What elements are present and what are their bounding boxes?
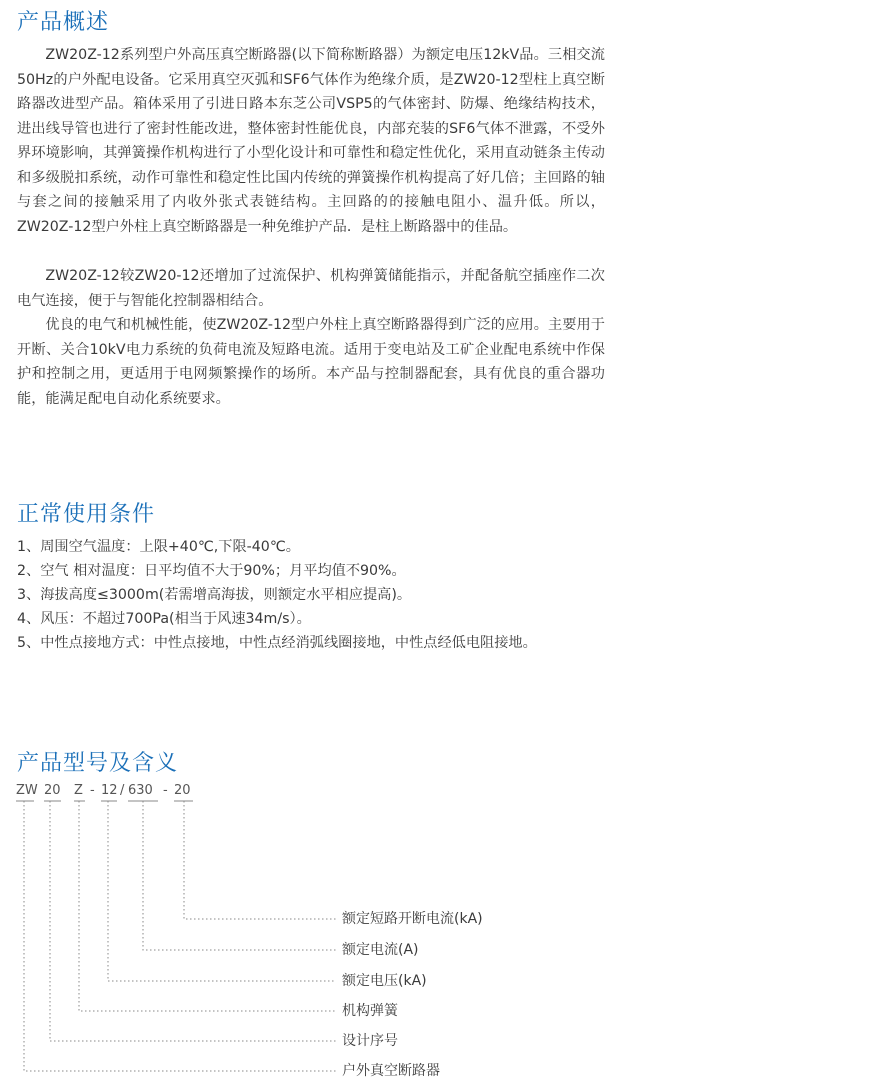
meaning-breaking-current: 额定短路开断电流(kA): [342, 911, 483, 927]
leader-line-voltage: [108, 801, 336, 981]
condition-item: 1、周围空气温度：上限+40℃,下限-40℃。: [17, 539, 300, 555]
leader-line-mechanism: [79, 801, 336, 1011]
meaning-rated-voltage: 额定电压(kA): [342, 973, 427, 989]
code-part-slash: /: [120, 783, 125, 798]
meaning-mechanism: 机构弹簧: [342, 1003, 398, 1019]
condition-item: 3、海拔高度≤3000m(若需增高海拔，则额定水平相应提高)。: [17, 587, 412, 603]
code-part-voltage: 12: [101, 783, 118, 798]
overview-title: 产品概述: [17, 10, 110, 35]
overview-paragraph-3: 优良的电气和机械性能，使ZW20Z-12型户外柱上真空断路器得到广泛的应用。主要用于开断、关合10kV电力系统的负荷电流及短路电流。适用于变电站及工矿企业配电系统中作保护和控制之用，更适用于电网频繁操作的场所。本产品与控制器配套，具有优良的重合器功能，能满足配电自动化系统要求。: [17, 317, 605, 407]
code-part-mechanism: Z: [74, 783, 83, 798]
condition-item: 4、风压：不超过700Pa(相当于风速34m/s）。: [17, 611, 311, 627]
meaning-product-type: 户外真空断路器: [342, 1063, 440, 1079]
code-part-current: 630: [128, 783, 153, 798]
leader-line-type: [24, 801, 336, 1071]
condition-item: 2、空气 相对温度：日平均值不大于90%；月平均值不90%。: [17, 563, 406, 579]
leader-line-current: [143, 801, 336, 950]
code-part-dash: -: [90, 783, 95, 798]
code-part-dash-2: -: [163, 783, 168, 798]
leader-line-design-number: [50, 801, 336, 1041]
leader-line-breaking-current: [184, 801, 336, 919]
code-part-design-number: 20: [44, 783, 61, 798]
meaning-rated-current: 额定电流(A): [342, 942, 419, 958]
overview-paragraph-2: ZW20Z-12较ZW20-12还增加了过流保护、机构弹簧储能指示，并配备航空插座作二次电气连接，便于与智能化控制器相结合。: [17, 268, 605, 309]
model-title: 产品型号及含义: [17, 751, 179, 776]
code-part-zw: ZW: [16, 783, 38, 798]
condition-item: 5、中性点接地方式：中性点接地，中性点经消弧线圈接地，中性点经低电阻接地。: [17, 635, 537, 651]
meaning-design-number: 设计序号: [342, 1033, 398, 1049]
overview-paragraph-1: ZW20Z-12系列型户外高压真空断路器(以下简称断路器）为额定电压12kV品。三相交流50Hz的户外配电设备。它采用真空灭弧和SF6气体作为绝缘介质，是ZW20-12型柱上真空断路器改进型产品。箱体采用了引进日路本东芝公司VSP5的气体密封、防爆、绝缘结构技术，进出线导管也进行了密封性能改进，整体密封性能优良，内部充装的SF6气体不泄露，不受外界环境影响，其弹簧操作机构进行了小型化设计和可靠性和稳定性优化，采用直动链条主传动和多级脱扣系统，动作可靠性和稳定性比国内传统的弹簧操作机构提高了好几倍；主回路的轴与套之间的接触采用了内收外张式表链结构。主回路的的接触电阻小、温升低。所以，ZW20Z-12型户外柱上真空断路器是一种免维护产品．是柱上断路器中的佳品。: [17, 47, 605, 235]
conditions-title: 正常使用条件: [17, 502, 156, 527]
code-part-breaking-current: 20: [174, 783, 191, 798]
